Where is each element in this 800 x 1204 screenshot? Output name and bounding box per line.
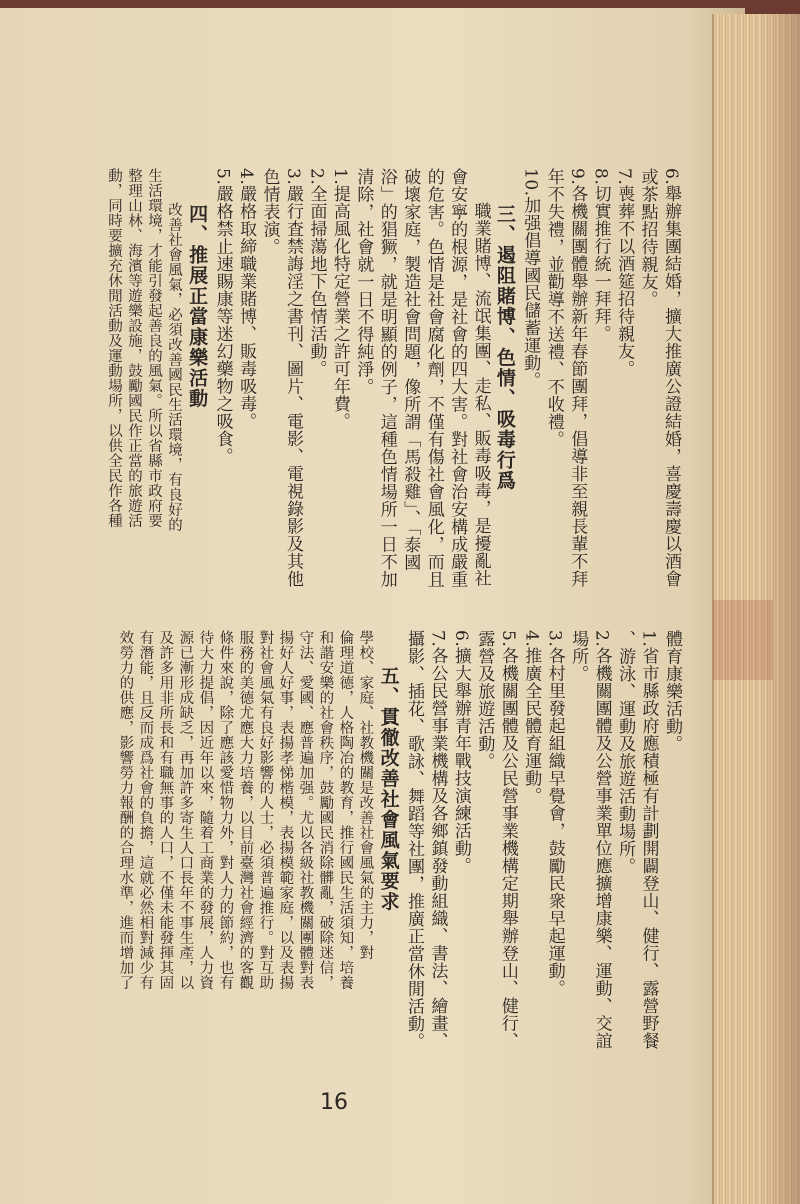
text-line: 動，同時要擴充休閒活動及運動場所，以供全民作各種 [105, 168, 122, 528]
text-line: 整理山林、海濱等遊樂設施，鼓勵國民作正當的旅遊活 [125, 168, 142, 528]
lower-text-block [88, 630, 683, 1080]
upper-text-block [82, 168, 682, 608]
text-line: 攝影、插花、歌詠、舞蹈等社團，推廣正當休閒活動。 [404, 630, 425, 1050]
text-line: 7.喪葬不以酒筵招待親友。 [614, 168, 635, 378]
text-line: 1.省市縣政府應積極有計劃開闢登山、健行、露營野餐 [638, 630, 659, 1050]
text-line: 倫理道德，人格陶冶的教育，推行國民生活須知，培養 [337, 630, 354, 990]
text-line: 露營及旅遊活動。 [474, 630, 495, 770]
text-line: 的危害。色情是社會腐化劑，不僅有傷社會風化，而且 [423, 168, 444, 588]
text-line: 2.各機關團體及公營事業單位應擴增康樂、運動、交誼 [591, 630, 612, 1050]
text-line: 場所。 [568, 630, 589, 683]
section-heading-4: 四、推展正當康樂活動 [186, 204, 209, 409]
text-line: 6.舉辦集團結婚，擴大推廣公證結婚，喜慶壽慶以酒會 [661, 168, 681, 588]
text-line: 6.擴大舉辦青年戰技演練活動。 [450, 630, 471, 875]
text-line: 條件來說，除了應該愛惜物力外，對人力的節約，也有 [217, 630, 234, 990]
text-line: 4.嚴格取締職業賭博、販毒吸毒。 [236, 168, 257, 431]
text-line: 服務的美德尤應大力培養，以目前臺灣社會經濟的客觀 [237, 630, 254, 990]
text-line: 3.嚴行査禁誨淫之書刊、圖片、電影、電視錄影及其他 [282, 168, 303, 588]
text-line: 職業賭博、流氓集團、走私、販毒吸毒，是擾亂社 [470, 202, 491, 587]
section-heading-3: 三、遏阻賭博、色情、吸毒行爲 [493, 204, 516, 491]
text-line: 改善社會風氣，必須改善國民生活環境，有良好的 [165, 202, 182, 532]
text-line: 色情表演。 [259, 168, 280, 256]
text-line: 源已漸形成缺乏，再加許多寄生人口長年不事生產，以 [177, 630, 194, 990]
text-line: 、游泳、運動及旅遊活動場所。 [615, 630, 636, 875]
text-line: 3.各村里發起組織早覺會，鼓勵民衆早起運動。 [544, 630, 565, 998]
text-line: 有潛能，且反而成爲社會的負擔，這就必然相對減少有 [137, 630, 154, 990]
text-line: 對社會風氣有良好影響的人士，必須普遍推行。對互助 [257, 630, 274, 990]
section-heading-5: 五、貫徹改善社會風氣要求 [377, 666, 400, 912]
text-line: 8.切實推行統一拜拜。 [590, 168, 611, 343]
text-line: 5.嚴格禁止速賜康等迷幻藥物之吸食。 [212, 168, 233, 466]
text-line: 7.各公民營事業機構及各鄉鎮發動組織、書法、繪畫、 [427, 630, 448, 1050]
text-line: 9.各機關團體舉辦新年春節團拜，倡導非至親長輩不拜 [567, 168, 588, 588]
text-line: 5.各機關團體及公民營事業機構定期舉辦登山、健行、 [497, 630, 518, 1050]
text-line: 浴」的猖獗，就是明顯的例子，這種色情場所一日不加 [376, 168, 397, 588]
text-line: 和諧安樂的社會秩序，鼓勵國民消除髒亂，破除迷信， [317, 630, 334, 990]
text-line: 或茶點招待親友。 [637, 168, 658, 308]
text-line: 清除，社會就一日不得純淨。 [353, 168, 374, 396]
page-number: 16 [320, 1090, 348, 1115]
text-line: 守法、愛國、應普遍加强。尤以各級社教機關團體對表 [297, 630, 314, 990]
text-line: 年不失禮，並勸導不送禮、不收禮。 [543, 168, 564, 448]
text-line: 會安寧的根源，是社會的四大害。對社會治安構成嚴重 [447, 168, 468, 588]
text-line: 揚好人好事，表揚孝悌楷模，表揚模範家庭，以及表揚 [277, 630, 294, 990]
text-line: 體育康樂活動。 [662, 630, 682, 753]
text-line: 破壞家庭，製造社會問題，像所謂「馬殺雞」、「泰國 [400, 168, 421, 571]
text-line: 效勞力的供應，影響勞力報酬的合理水準，進而增加了 [117, 630, 134, 990]
edge-shadow [760, 14, 800, 1204]
text-line: 生活環境，才能引發起善良的風氣。所以省縣市政府要 [145, 168, 162, 528]
text-line: 及許多用非所長和有職無事的人口，不僅未能發揮其固 [157, 630, 174, 990]
text-line: 2.全面掃蕩地下色情活動。 [306, 168, 327, 378]
text-line: 待大力提倡，因近年以來，隨着工商業的發展，人力資 [197, 630, 214, 990]
text-line: 10.加强倡導國民儲蓄運動。 [520, 168, 541, 390]
text-line: 1.提高風化特定營業之許可年費。 [329, 168, 350, 431]
text-line: 學校、家庭、社教機關是改善社會風氣的主力，對 [357, 630, 374, 960]
text-line: 4.推廣全民體育運動。 [521, 630, 542, 805]
